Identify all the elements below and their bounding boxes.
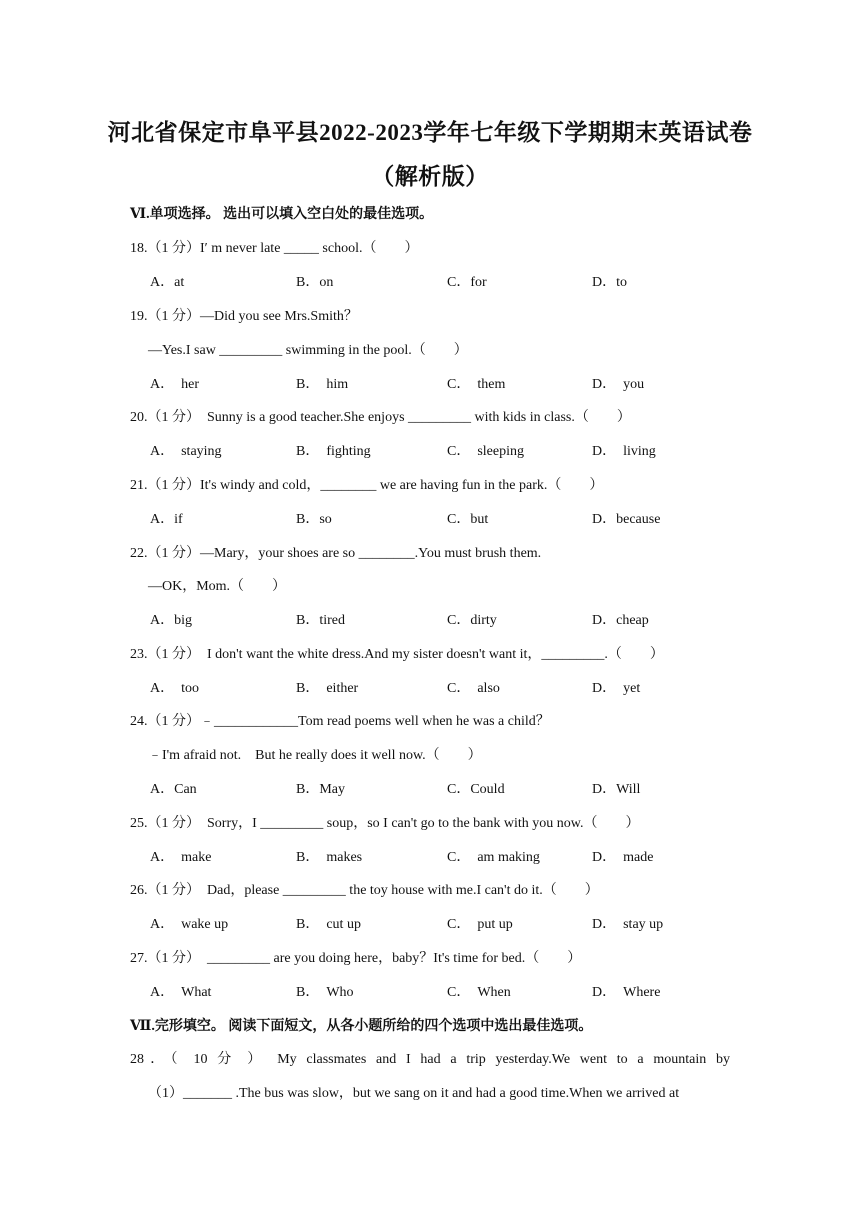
option-b: B．on — [296, 275, 334, 290]
option-a: A．if — [150, 512, 183, 527]
option-a: A． make — [150, 850, 212, 865]
option-c: C． When — [447, 985, 511, 1000]
option-d: D． living — [592, 444, 656, 459]
cloze-passage-line: （1）_______ .The bus was slow，but we sang on it and had a good time.When we arrived at — [148, 1086, 680, 1101]
option-c: C． sleeping — [447, 444, 524, 459]
option-c: C．dirty — [447, 613, 497, 628]
option-c: C．Could — [447, 782, 505, 797]
question-stem: 27.（1 分） _________ are you doing here，baby？It's time for bed.（ ） — [130, 951, 582, 966]
section-heading-cloze: Ⅶ.完形填空。 阅读下面短文，从各小题所给的四个选项中选出最佳选项。 — [130, 1019, 593, 1034]
question-stem: 25.（1 分） Sorry，I _________ soup，so I can't go to the bank with you now.（ ） — [130, 816, 640, 831]
option-d: D．cheap — [592, 613, 649, 628]
option-a: A． staying — [150, 444, 222, 459]
option-d: D．because — [592, 512, 661, 527]
option-c: C． am making — [447, 850, 540, 865]
option-b: B． cut up — [296, 917, 361, 932]
question-stem: 22.（1 分）—Mary，your shoes are so ________.You must brush them. — [130, 546, 542, 561]
option-d: D． Where — [592, 985, 661, 1000]
option-b: B． him — [296, 377, 349, 392]
option-c: C．for — [447, 275, 487, 290]
question-stem-continued: —Yes.I saw _________ swimming in the pool.（ ） — [148, 343, 468, 358]
option-a: A．big — [150, 613, 192, 628]
option-a: A． her — [150, 377, 199, 392]
option-d: D． you — [592, 377, 645, 392]
option-b: B．tired — [296, 613, 345, 628]
exam-subtitle: （解析版） — [371, 164, 489, 189]
exam-title: 河北省保定市阜平县2022-2023学年七年级下学期期末英语试卷 — [107, 120, 753, 145]
option-c: C．but — [447, 512, 489, 527]
option-b: B．so — [296, 512, 332, 527]
question-stem: 26.（1 分） Dad，please _________ the toy house with me.I can't do it.（ ） — [130, 883, 599, 898]
option-d: D． yet — [592, 681, 641, 696]
option-b: B． fighting — [296, 444, 371, 459]
cloze-passage-line: 28．（ 10 分 ） My classmates and I had a trip yesterday.We went to a mountain by — [130, 1052, 730, 1067]
question-stem-continued: ﹣I'm afraid not. But he really does it well now.（ ） — [148, 748, 482, 763]
option-d: D．Will — [592, 782, 641, 797]
question-stem: 19.（1 分）—Did you see Mrs.Smith？ — [130, 309, 358, 324]
option-b: B．May — [296, 782, 345, 797]
option-b: B． makes — [296, 850, 363, 865]
section-heading-single-choice: Ⅵ.单项选择。 选出可以填入空白处的最佳选项。 — [130, 207, 434, 222]
question-stem: 23.（1 分） I don't want the white dress.And my sister doesn't want it，_________.（ ） — [130, 647, 664, 662]
option-a: A． wake up — [150, 917, 229, 932]
option-b: B． either — [296, 681, 359, 696]
option-d: D． stay up — [592, 917, 664, 932]
question-stem: 20.（1 分） Sunny is a good teacher.She enjoys _________ with kids in class.（ ） — [130, 410, 631, 425]
option-d: D． made — [592, 850, 654, 865]
option-a: A．at — [150, 275, 185, 290]
question-stem: 21.（1 分）It's windy and cold，________ we are having fun in the park.（ ） — [130, 478, 604, 493]
option-a: A． What — [150, 985, 212, 1000]
question-stem-continued: —OK，Mom.（ ） — [148, 579, 287, 594]
option-d: D．to — [592, 275, 627, 290]
question-stem: 18.（1 分）I′ m never late _____ school.（ ） — [130, 241, 419, 256]
option-a: A． too — [150, 681, 199, 696]
question-stem: 24.（1 分）﹣____________Tom read poems well when he was a child？ — [130, 714, 550, 729]
option-b: B． Who — [296, 985, 354, 1000]
option-c: C． also — [447, 681, 500, 696]
option-c: C． put up — [447, 917, 513, 932]
option-c: C． them — [447, 377, 506, 392]
option-a: A．Can — [150, 782, 197, 797]
